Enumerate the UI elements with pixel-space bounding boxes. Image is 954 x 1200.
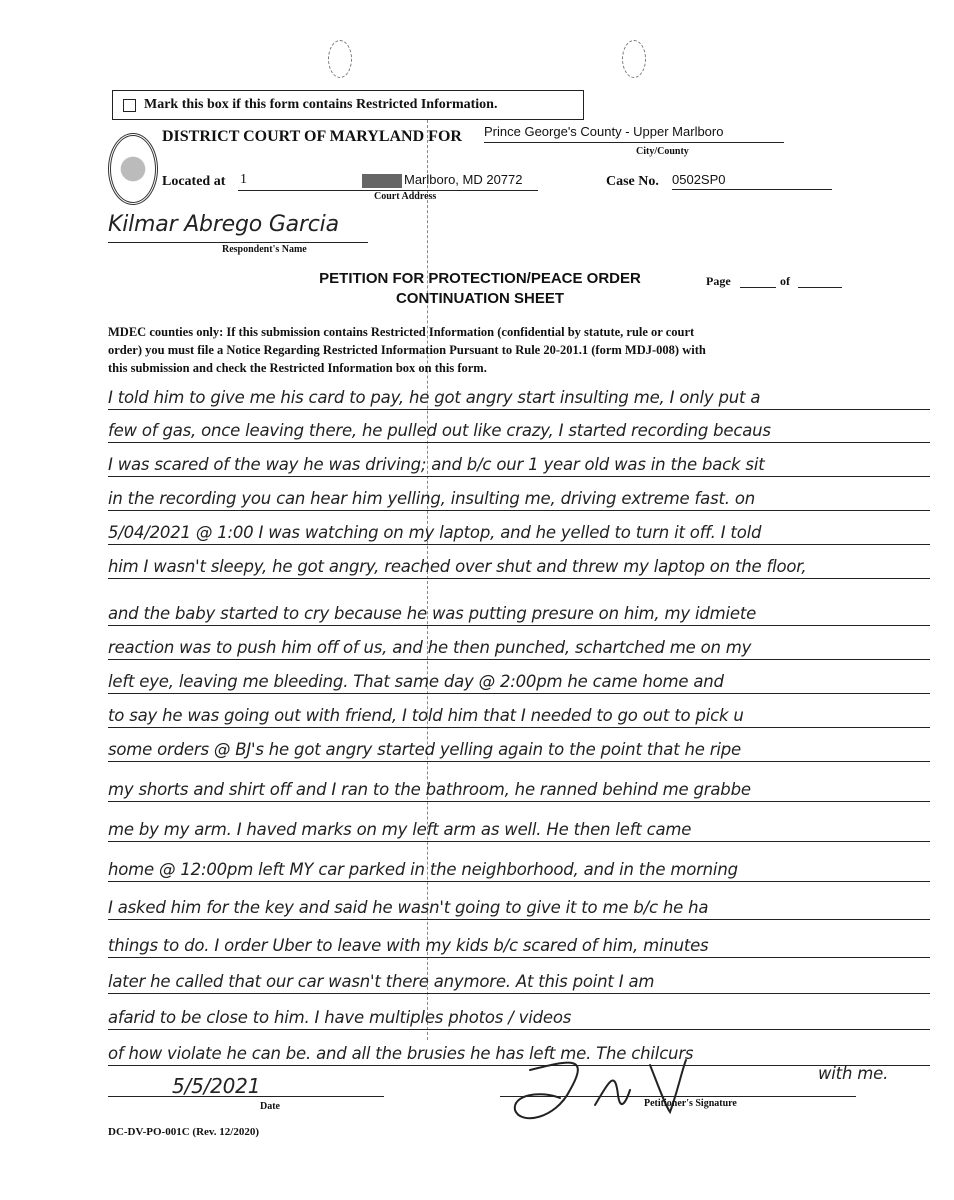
court-heading: DISTRICT COURT OF MARYLAND FOR	[162, 128, 462, 145]
statement-line: I told him to give me his card to pay, he got angry start insulting me, I only put a	[108, 384, 930, 410]
statement-line: left eye, leaving me bleeding. That same day @ 2:00pm he came home and	[108, 668, 930, 694]
statement-line: and the baby started to cry because he was putting presure on him, my idmiete	[108, 600, 930, 626]
of-label: of	[780, 274, 790, 288]
county-caption: City/County	[636, 146, 689, 157]
checkbox-icon[interactable]	[123, 99, 136, 112]
restricted-info-label: Mark this box if this form contains Restricted Information.	[144, 97, 498, 112]
statement-line: home @ 12:00pm left MY car parked in the neighborhood, and in the morning	[108, 856, 930, 882]
located-label: Located at	[162, 174, 226, 189]
statement-line: my shorts and shirt off and I ran to the bathroom, he ranned behind me grabbe	[108, 776, 930, 802]
date-line	[108, 1094, 384, 1097]
punch-hole-left	[328, 40, 352, 78]
statement-line: reaction was to push him off of us, and he then punched, schartched me on my	[108, 634, 930, 660]
date-caption: Date	[260, 1101, 280, 1112]
form-id: DC-DV-PO-001C (Rev. 12/2020)	[108, 1126, 260, 1138]
punch-hole-right	[622, 40, 646, 78]
signature-caption: Petitioner's Signature	[644, 1098, 737, 1109]
statement-line: few of gas, once leaving there, he pulled out like crazy, I started recording becaus	[108, 417, 930, 443]
signature-line	[500, 1094, 856, 1097]
signature-icon	[500, 1050, 700, 1130]
address-caption: Court Address	[374, 191, 437, 202]
restricted-info-checkbox[interactable]	[112, 90, 584, 120]
statement-line: in the recording you can hear him yelling, insulting me, driving extreme fast. on	[108, 485, 930, 511]
statement-line: him I wasn't sleepy, he got angry, reached over shut and threw my laptop on the floor,	[108, 553, 930, 579]
notice-line: this submission and check the Restricted Information box on this form.	[108, 361, 487, 375]
notice-line: order) you must file a Notice Regarding Restricted Information Pursuant to Rule 20-201.1 (form MDJ-008) with	[108, 343, 706, 357]
page-label: Page	[706, 274, 731, 288]
respondent-caption: Respondent's Name	[222, 244, 307, 255]
statement-line: later he called that our car wasn't there anymore. At this point I am	[108, 968, 930, 994]
notice-line: MDEC counties only: If this submission contains Restricted Information (confidential by statute, rule or court	[108, 325, 695, 339]
statement-line: 5/04/2021 @ 1:00 I was watching on my laptop, and he yelled to turn it off. I told	[108, 519, 930, 545]
page-number-field[interactable]	[740, 274, 776, 288]
mdec-notice	[108, 323, 928, 377]
statement-line: things to do. I order Uber to leave with my kids b/c scared of him, minutes	[108, 932, 930, 958]
form-title: PETITION FOR PROTECTION/PEACE ORDER	[319, 270, 641, 287]
page-total-field[interactable]	[798, 274, 842, 288]
court-seal-icon	[108, 133, 158, 205]
case-label: Case No.	[606, 174, 659, 189]
form-subtitle: CONTINUATION SHEET	[395, 290, 565, 307]
statement-tail: with me.	[818, 1064, 889, 1083]
statement-line: of how violate he can be. and all the brusies he has left me. The chilcurs	[108, 1040, 930, 1066]
case-number: 0502SP0	[672, 172, 832, 190]
address-start: 1	[240, 172, 247, 187]
respondent-name: Kilmar Abrego Garcia	[108, 212, 368, 243]
county-field: Prince George's County - Upper Marlboro	[484, 124, 784, 143]
statement-line: some orders @ BJ's he got angry started yelling again to the point that he ripe	[108, 736, 930, 762]
statement-line: afarid to be close to him. I have multiples photos / videos	[108, 1004, 930, 1030]
statement-line: to say he was going out with friend, I told him that I needed to go out to pick u	[108, 702, 930, 728]
statement-line: me by my arm. I haved marks on my left arm as well. He then left came	[108, 816, 930, 842]
date-value: 5/5/2021	[172, 1074, 261, 1098]
statement-line: I was scared of the way he was driving; and b/c our 1 year old was in the back sit	[108, 451, 930, 477]
court-address: Marlboro, MD 20772	[404, 172, 523, 187]
redaction-bar	[362, 174, 402, 188]
statement-line: I asked him for the key and said he wasn't going to give it to me b/c he ha	[108, 894, 930, 920]
